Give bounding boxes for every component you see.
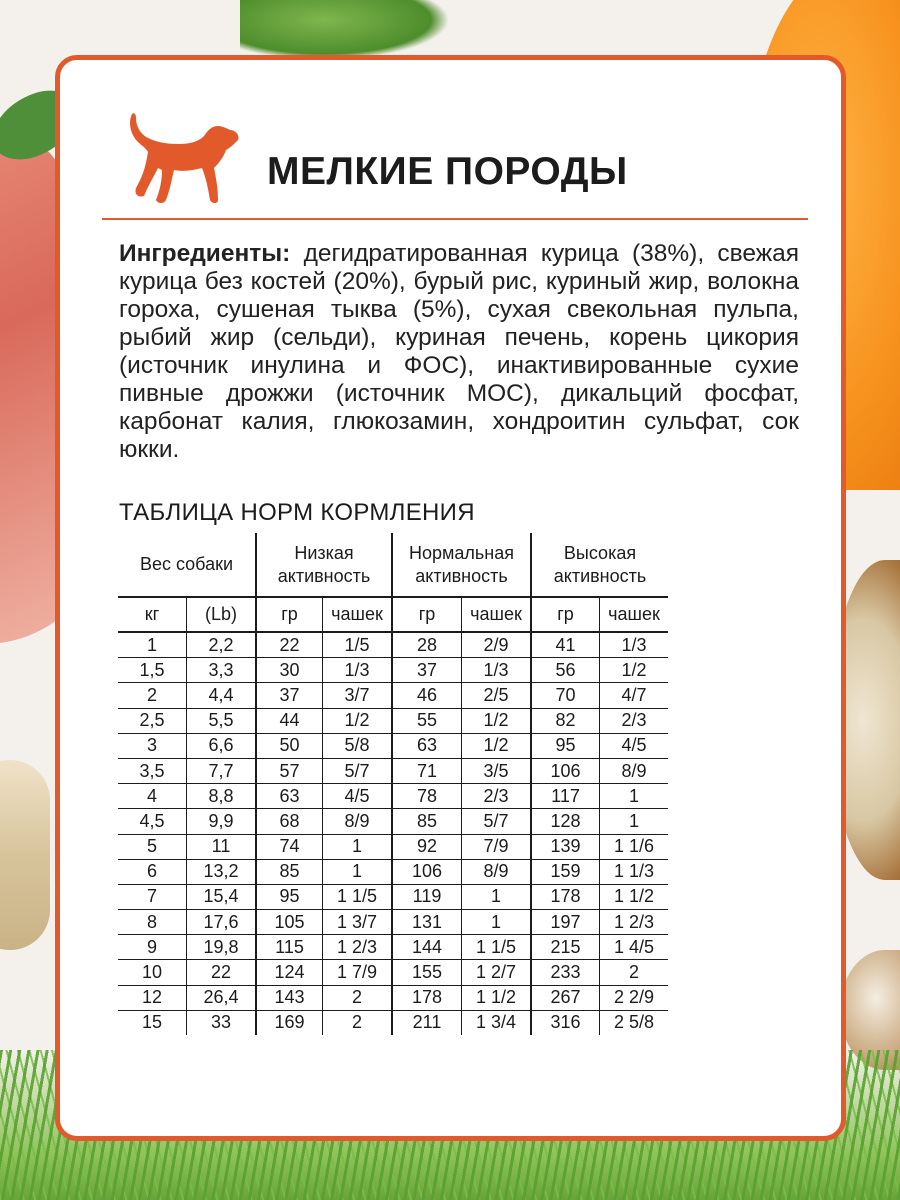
- table-cell: 71: [392, 758, 462, 783]
- table-cell: 1: [462, 884, 532, 909]
- column-header: кг: [118, 597, 187, 632]
- table-cell: 2/5: [462, 683, 532, 708]
- table-cell: 139: [531, 834, 600, 859]
- table-cell: 1 1/5: [462, 935, 532, 960]
- table-row: [118, 884, 668, 909]
- table-cell: 7,7: [187, 758, 257, 783]
- group-header-weight: Вес собаки: [118, 533, 256, 597]
- table-cell: 131: [392, 910, 462, 935]
- table-cell: 50: [256, 733, 323, 758]
- table-row: [118, 935, 668, 960]
- table-cell: 55: [392, 708, 462, 733]
- table-cell: 1/2: [323, 708, 393, 733]
- column-header: чашек: [323, 597, 393, 632]
- table-row: [118, 1010, 668, 1035]
- table-cell: 115: [256, 935, 323, 960]
- table-cell: 1,5: [118, 658, 187, 683]
- table-cell: 159: [531, 859, 600, 884]
- table-cell: 197: [531, 910, 600, 935]
- table-cell: 1 1/3: [600, 859, 669, 884]
- table-cell: 169: [256, 1010, 323, 1035]
- table-cell: 1: [323, 834, 393, 859]
- table-cell: 1/2: [600, 658, 669, 683]
- table-cell: 15: [141, 1012, 163, 1033]
- table-cell: 5: [118, 834, 187, 859]
- table-cell: 37: [256, 683, 323, 708]
- table-cell: 63: [392, 733, 462, 758]
- column-header: гр: [256, 597, 323, 632]
- table-cell: 33: [187, 1010, 257, 1035]
- table-row: [118, 960, 668, 985]
- table-cell: 1/3: [323, 658, 393, 683]
- table-cell: 155: [392, 960, 462, 985]
- table-cell: 1 1/5: [323, 884, 393, 909]
- table-cell: 1 3/7: [323, 910, 393, 935]
- table-row: [118, 985, 668, 1010]
- table-cell: 7/9: [462, 834, 532, 859]
- table-cell: 5/7: [462, 809, 532, 834]
- table-cell: 95: [531, 733, 600, 758]
- table-cell: 105: [256, 910, 323, 935]
- table-cell: 1 2/3: [323, 935, 393, 960]
- table-cell: 1 1/6: [600, 834, 669, 859]
- table-cell: 267: [531, 985, 600, 1010]
- table-cell: 5/8: [323, 733, 393, 758]
- table-cell: 1 1/2: [462, 985, 532, 1010]
- table-cell: 106: [392, 859, 462, 884]
- table-cell: 8/9: [462, 859, 532, 884]
- table-cell: 2/9: [462, 632, 532, 658]
- table-cell: 44: [256, 708, 323, 733]
- table-cell: 74: [256, 834, 323, 859]
- table-cell: 8/9: [323, 809, 393, 834]
- table-cell: 4/5: [600, 733, 669, 758]
- table-cell: 119: [392, 884, 462, 909]
- table-cell: 92: [392, 834, 462, 859]
- group-header-low: Низкая активность: [256, 533, 392, 597]
- group-header-normal: Нормальная активность: [392, 533, 531, 597]
- table-cell: 2 2/9: [600, 985, 669, 1010]
- table-row: [118, 834, 668, 859]
- table-cell: 1 3/4: [462, 1010, 532, 1035]
- table-row: [118, 809, 668, 834]
- table-cell: 117: [531, 784, 600, 809]
- table-cell: 1 1/2: [600, 884, 669, 909]
- table-cell: 11: [187, 834, 257, 859]
- column-header: чашек: [600, 597, 669, 632]
- table-cell: 17,6: [187, 910, 257, 935]
- table-cell: 2/3: [600, 708, 669, 733]
- table-cell: 8: [118, 910, 187, 935]
- table-cell: 41: [531, 632, 600, 658]
- ingredients-text: дегидратированная курица (38%), свежая курица без костей (20%), бурый рис, куриный жир, волокна гороха, сушеная тыква (5%), сухая свекольная пульпа, рыбий жир (сельди), куриная печень, корень цикория (источник инулина и ФОС), инактивированные сухие пивные дрожжи (источник МОС), дикальций фосфат, карбонат калия, глюкозамин, хондроитин сульфат, сок юкки.: [119, 240, 799, 463]
- table-body: [118, 632, 668, 1035]
- table-cell: 1 4/5: [600, 935, 669, 960]
- column-header: гр: [531, 597, 600, 632]
- table-row: [118, 910, 668, 935]
- table-cell: 57: [256, 758, 323, 783]
- table-cell: 2 5/8: [600, 1010, 669, 1035]
- table-cell: 26,4: [187, 985, 257, 1010]
- table-cell: 178: [531, 884, 600, 909]
- table-cell: 7: [118, 884, 187, 909]
- column-header: (Lb): [187, 597, 257, 632]
- table-cell: 316: [531, 1010, 600, 1035]
- table-cell: 3: [118, 733, 187, 758]
- table-cell: 233: [531, 960, 600, 985]
- table-cell: 10: [118, 960, 187, 985]
- table-cell: 2,5: [118, 708, 187, 733]
- feeding-table: [118, 533, 668, 1035]
- table-row: [118, 733, 668, 758]
- table-cell: 2: [323, 985, 393, 1010]
- table-row: [118, 632, 668, 658]
- table-cell: 3/7: [323, 683, 393, 708]
- table-cell: 1 2/3: [600, 910, 669, 935]
- table-cell: 2: [600, 960, 669, 985]
- table-cell: 4: [118, 784, 187, 809]
- table-cell: 95: [256, 884, 323, 909]
- table-cell: 1: [118, 632, 187, 658]
- column-header: гр: [392, 597, 462, 632]
- table-cell: 46: [392, 683, 462, 708]
- table-cell: 37: [392, 658, 462, 683]
- table-cell: 85: [256, 859, 323, 884]
- table-cell: 6: [118, 859, 187, 884]
- table-cell: 78: [392, 784, 462, 809]
- info-card: [55, 55, 846, 1141]
- table-cell: 4/5: [323, 784, 393, 809]
- table-cell: 63: [256, 784, 323, 809]
- table-title: ТАБЛИЦА НОРМ КОРМЛЕНИЯ: [119, 499, 475, 526]
- table-cell: 2/3: [462, 784, 532, 809]
- table-cell: 1 2/7: [462, 960, 532, 985]
- table-cell: 82: [531, 708, 600, 733]
- table-cell: 4/7: [600, 683, 669, 708]
- table-cell: 2,2: [187, 632, 257, 658]
- group-header-high: Высокая активность: [531, 533, 668, 597]
- table-row: [118, 859, 668, 884]
- table-row: [118, 683, 668, 708]
- table-cell: 215: [531, 935, 600, 960]
- table-cell: 128: [531, 809, 600, 834]
- table-cell: 144: [392, 935, 462, 960]
- table-row: [118, 784, 668, 809]
- table-cell: 2: [118, 683, 187, 708]
- table-subheader-row: [118, 597, 668, 632]
- table-cell: 85: [392, 809, 462, 834]
- table-row: [118, 758, 668, 783]
- dog-silhouette-icon: [118, 108, 242, 208]
- table-cell: 30: [256, 658, 323, 683]
- table-cell: 12: [118, 985, 187, 1010]
- table-cell: 6,6: [187, 733, 257, 758]
- table-cell: 28: [392, 632, 462, 658]
- table-cell: 1 7/9: [323, 960, 393, 985]
- table-cell: 4,4: [187, 683, 257, 708]
- table-cell: 178: [392, 985, 462, 1010]
- table-cell: 1: [462, 910, 532, 935]
- table-cell: 70: [531, 683, 600, 708]
- column-header: чашек: [462, 597, 532, 632]
- table-row: [118, 658, 668, 683]
- table-cell: 15,4: [187, 884, 257, 909]
- table-cell: 22: [187, 960, 257, 985]
- page-title: МЕЛКИЕ ПОРОДЫ: [267, 150, 628, 193]
- table-cell: 211: [392, 1010, 462, 1035]
- background-root: [0, 760, 50, 950]
- table-cell: 143: [256, 985, 323, 1010]
- table-cell: 56: [531, 658, 600, 683]
- table-cell: 19,8: [187, 935, 257, 960]
- table-cell: 124: [256, 960, 323, 985]
- table-cell: 5,5: [187, 708, 257, 733]
- table-cell: 13,2: [187, 859, 257, 884]
- table-group-header-row: [118, 533, 668, 597]
- table-cell: 1: [323, 859, 393, 884]
- table-cell: 68: [256, 809, 323, 834]
- table-cell: 8/9: [600, 758, 669, 783]
- table-cell: 1: [600, 809, 669, 834]
- table-cell: 1/2: [462, 708, 532, 733]
- table-cell: 3,3: [187, 658, 257, 683]
- table-cell: 3,5: [118, 758, 187, 783]
- table-cell: 1/5: [323, 632, 393, 658]
- table-cell: 1/2: [462, 733, 532, 758]
- table-cell: 3/5: [462, 758, 532, 783]
- table-cell: 9: [118, 935, 187, 960]
- title-divider: [102, 218, 808, 220]
- table-cell: 1/3: [600, 632, 669, 658]
- table-cell: 5/7: [323, 758, 393, 783]
- table-cell: 8,8: [187, 784, 257, 809]
- background-leaves: [240, 0, 450, 60]
- table-cell: 2: [323, 1010, 393, 1035]
- table-cell: 4,5: [118, 809, 187, 834]
- table-cell: 22: [256, 632, 323, 658]
- table-cell: 1/3: [462, 658, 532, 683]
- ingredients-paragraph: [119, 240, 799, 464]
- table-cell: 9,9: [187, 809, 257, 834]
- table-cell: 1: [600, 784, 669, 809]
- ingredients-label: Ингредиенты:: [119, 240, 291, 267]
- table-cell: 106: [531, 758, 600, 783]
- table-row: [118, 708, 668, 733]
